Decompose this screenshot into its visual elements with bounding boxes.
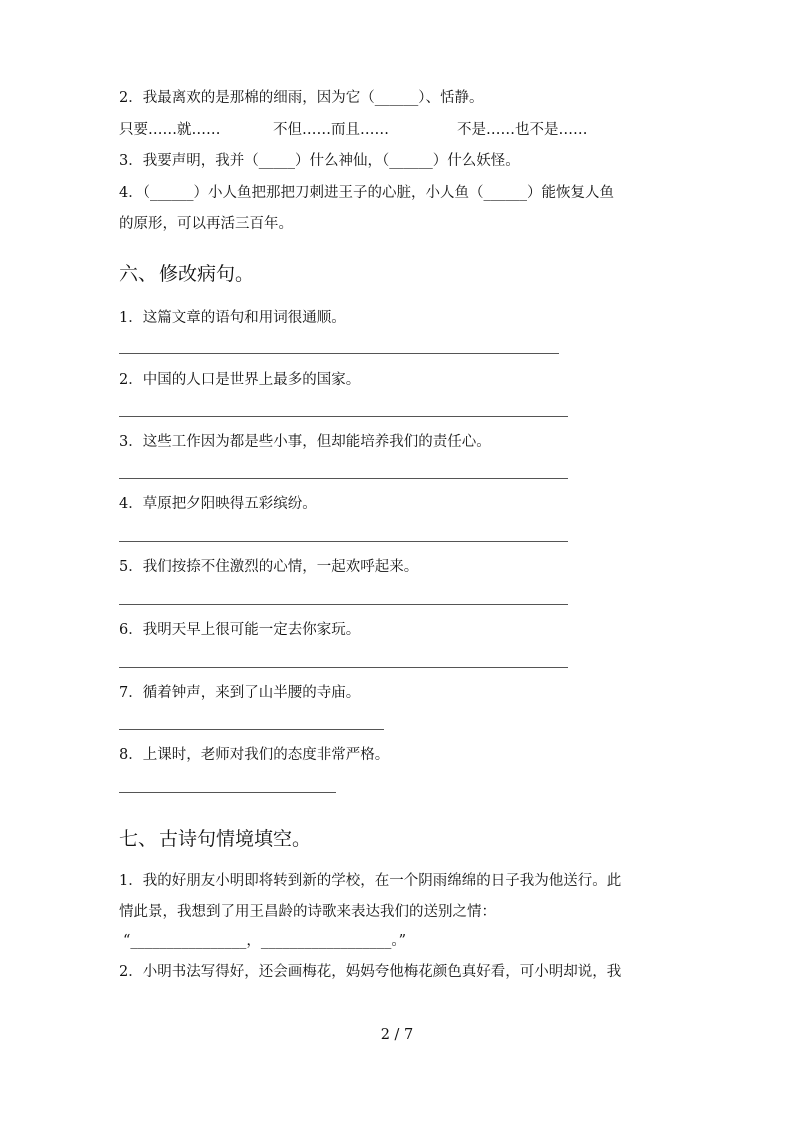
poem-answer-blank[interactable]: “________________，__________________。” bbox=[123, 933, 407, 949]
answer-line-5[interactable] bbox=[119, 604, 568, 605]
correction-item-2: 2．中国的人口是世界上最多的国家。 bbox=[119, 372, 361, 388]
section-6-heading bbox=[119, 262, 254, 286]
section-7-heading bbox=[119, 827, 311, 851]
correction-item-4: 4．草原把夕阳映得五彩缤纷。 bbox=[119, 496, 317, 512]
correction-item-3: 3．这些工作因为都是些小事，但却能培养我们的责任心。 bbox=[119, 434, 491, 450]
poem-question-1-line-1: 1．我的好朋友小明即将转到新的学校，在一个阴雨绵绵的日子我为他送行。此 bbox=[119, 873, 622, 889]
correction-item-8: 8．上课时，老师对我们的态度非常严格。 bbox=[119, 747, 390, 763]
fill-question-4-line-1: 4．（______）小人鱼把那把刀刺进王子的心脏，小人鱼（______）能恢复人鱼 bbox=[119, 185, 614, 201]
answer-line-1[interactable] bbox=[119, 353, 559, 354]
answer-line-8[interactable] bbox=[119, 792, 336, 793]
answer-line-3[interactable] bbox=[119, 478, 568, 479]
section-6-number: 六、 bbox=[119, 263, 158, 285]
section-7-number: 七、 bbox=[119, 828, 158, 850]
fill-question-4-line-2: 的原形，可以再活三百年。 bbox=[119, 216, 293, 232]
poem-question-2-line-1: 2．小明书法写得好，还会画梅花，妈妈夸他梅花颜色真好看，可小明却说，我 bbox=[119, 964, 622, 980]
page-number: 2 / 7 bbox=[380, 1027, 414, 1043]
correction-item-5: 5．我们按捺不住激烈的心情，一起欢呼起来。 bbox=[119, 559, 419, 575]
connector-option-1: 只要……就…… bbox=[119, 122, 221, 138]
answer-line-7[interactable] bbox=[119, 729, 384, 730]
section-7-title: 古诗句情境填空。 bbox=[159, 828, 312, 850]
section-6-title: 修改病句。 bbox=[159, 263, 255, 285]
fill-question-2: 2．我最离欢的是那棉的细雨，因为它（______）、恬静。 bbox=[119, 90, 484, 106]
fill-question-3: 3．我要声明，我并（_____）什么神仙，（______）什么妖怪。 bbox=[119, 153, 520, 169]
correction-item-7: 7．循着钟声，来到了山半腰的寺庙。 bbox=[119, 685, 361, 701]
answer-line-2[interactable] bbox=[119, 416, 568, 417]
correction-item-6: 6．我明天早上很可能一定去你家玩。 bbox=[119, 622, 361, 638]
answer-line-6[interactable] bbox=[119, 667, 568, 668]
connector-option-2: 不但……而且…… bbox=[273, 122, 389, 138]
connector-option-3: 不是……也不是…… bbox=[457, 122, 588, 138]
correction-item-1: 1．这篇文章的语句和用词很通顺。 bbox=[119, 310, 346, 326]
poem-question-1-line-2: 情此景，我想到了用王昌龄的诗歌来表达我们的送别之情： bbox=[119, 904, 496, 920]
answer-line-4[interactable] bbox=[119, 541, 568, 542]
